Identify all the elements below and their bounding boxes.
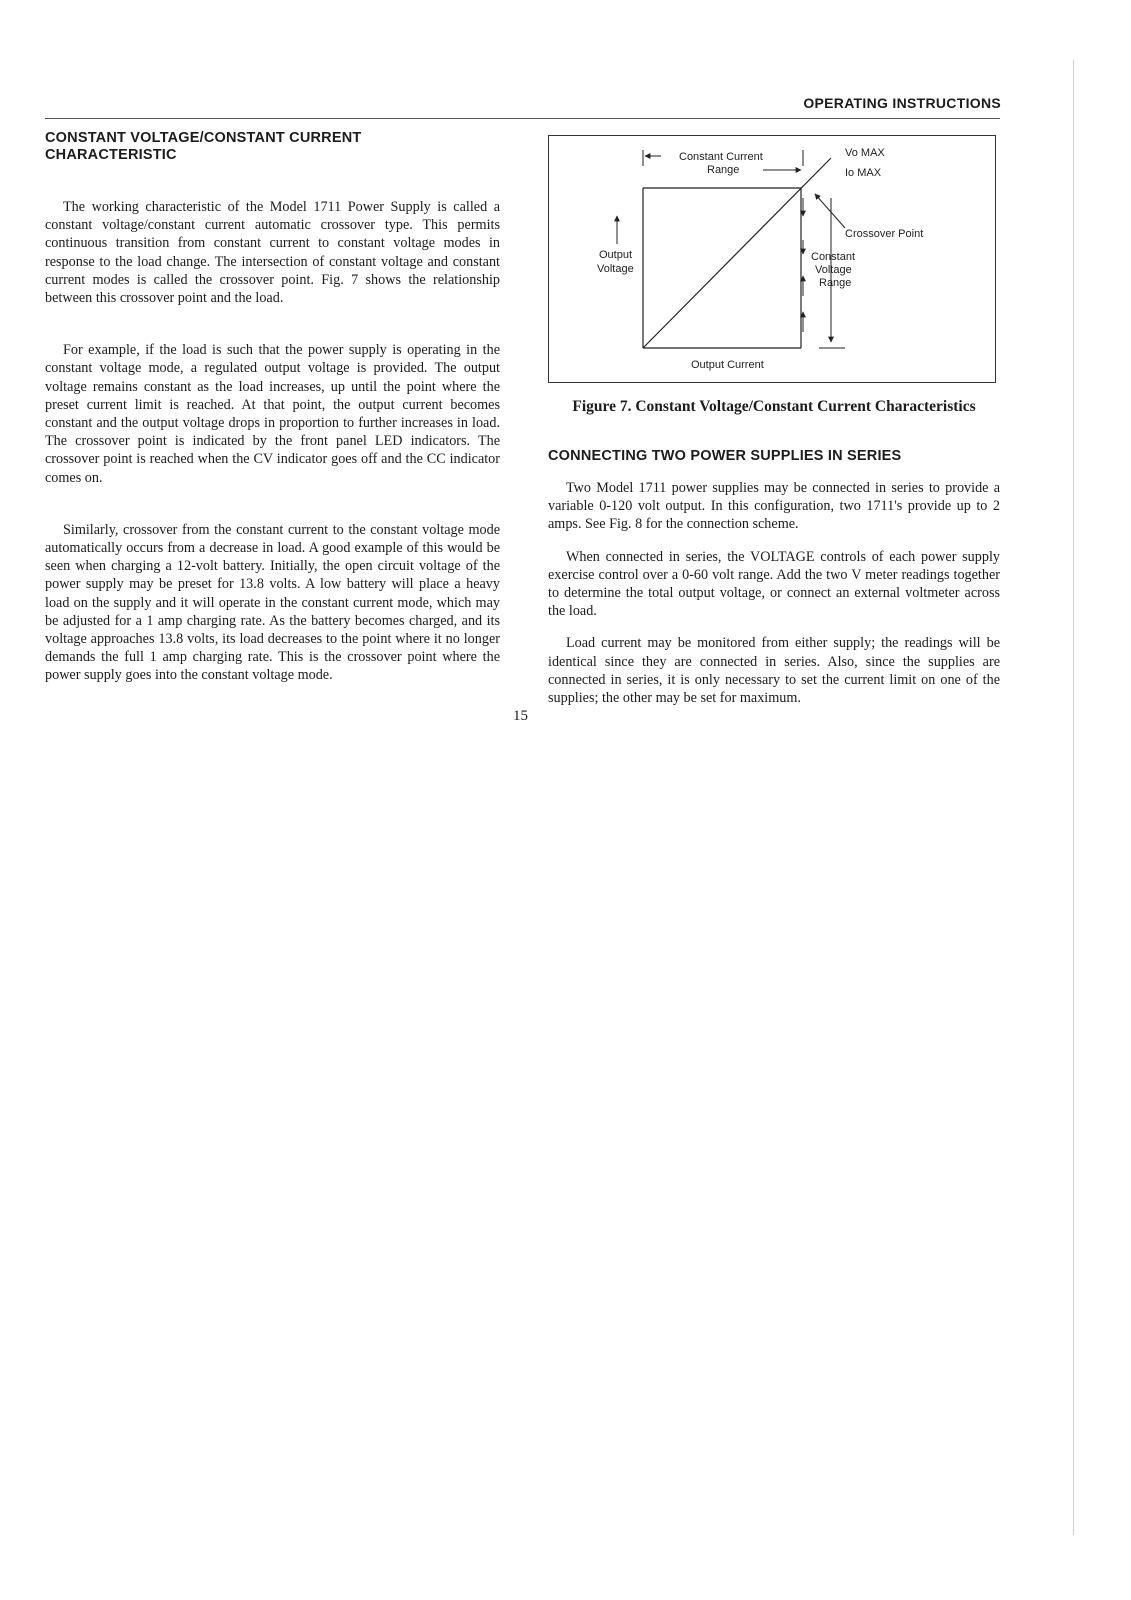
cc-range-label-2: Range	[707, 164, 740, 176]
figure-caption: Figure 7. Constant Voltage/Constant Current Characteristics	[572, 398, 976, 415]
paragraph-intro: The working characteristic of the Model 1711 Power Supply is called a constant voltage/constant current automatic crossover type. This permits continuous transition from constant current to constant voltage modes in response to the load change. The intersection of constant voltage and constant current modes is called the crossover point. Fig. 7 shows the relationship between this crossover point and the load.	[45, 199, 500, 307]
left-column	[45, 130, 500, 685]
cv-range-label-2: Voltage	[815, 264, 852, 276]
cv-range-label-1: Constant	[811, 251, 856, 263]
paragraph-example: For example, if the load is such that the power supply is operating in the constant voltage mode, a regulated output voltage is provided. The output voltage remains constant as the load increases, up until the point where the preset current limit is reached. At that point, the output current becomes constant and the output voltage drops in proportion to further increases in load. The crossover point is indicated by the front panel LED indicators. The crossover point is reached when the CV indicator goes off and the CC indicator comes on.	[45, 342, 500, 486]
section-heading-cv-cc: CONSTANT VOLTAGE/CONSTANT CURRENT CHARACTERISTIC	[45, 130, 362, 163]
crossover-pointer	[815, 194, 845, 228]
right-column	[548, 135, 1000, 707]
output-voltage-label-2: Voltage	[597, 263, 634, 275]
section-heading-series: CONNECTING TWO POWER SUPPLIES IN SERIES	[548, 448, 902, 464]
cc-range-label-1: Constant Current	[679, 151, 763, 163]
output-current-label: Output Current	[691, 359, 764, 371]
crossover-label: Crossover Point	[845, 228, 924, 240]
paragraph-voltage-controls: When connected in series, the VOLTAGE controls of each power supply exercise control over a 0-60 volt range. Add the two V meter readings together to determine the total output voltage, or connect an external voltmeter across the load.	[548, 548, 1000, 620]
scan-margin-line	[1073, 60, 1074, 1535]
cv-range-label-3: Range	[819, 277, 852, 289]
paragraph-battery-example: Similarly, crossover from the constant current to the constant voltage mode automatically occurs from a decrease in load. A good example of this would be seen when charging a 12-volt battery. Initially, the open circuit voltage of the power supply may be preset for 13.8 volts. A low battery will place a heavy load on the supply and it will operate in the constant current mode, which may be adjusted for a 1 amp charging rate. As the battery becomes charged, and its voltage approaches 13.8 volts, its load decreases to the point where it no longer demands the full 1 amp charging rate. This is the crossover point where the power supply goes into the constant voltage mode.	[45, 521, 500, 684]
paragraph-load-current: Load current may be monitored from either supply; the readings will be identical since they are connected in series. Also, since the supplies are connected in series, it is only necessary to set the current limit on one of the supplies; the other may be set for maximum.	[548, 635, 1000, 707]
cv-cc-diagram	[549, 136, 997, 384]
paragraph-series-intro: Two Model 1711 power supplies may be connected in series to provide a variable 0-120 volt output. In this configuration, two 1711's provide up to 2 amps. See Fig. 8 for the connection scheme.	[548, 480, 1000, 533]
page-number: 15	[513, 708, 528, 724]
io-max-label: Io MAX	[845, 167, 882, 179]
header-rule	[45, 118, 1000, 119]
figure-7	[548, 135, 996, 383]
running-header: OPERATING INSTRUCTIONS	[803, 95, 1001, 111]
vo-max-label: Vo MAX	[845, 147, 885, 159]
output-voltage-label-1: Output	[599, 249, 633, 261]
